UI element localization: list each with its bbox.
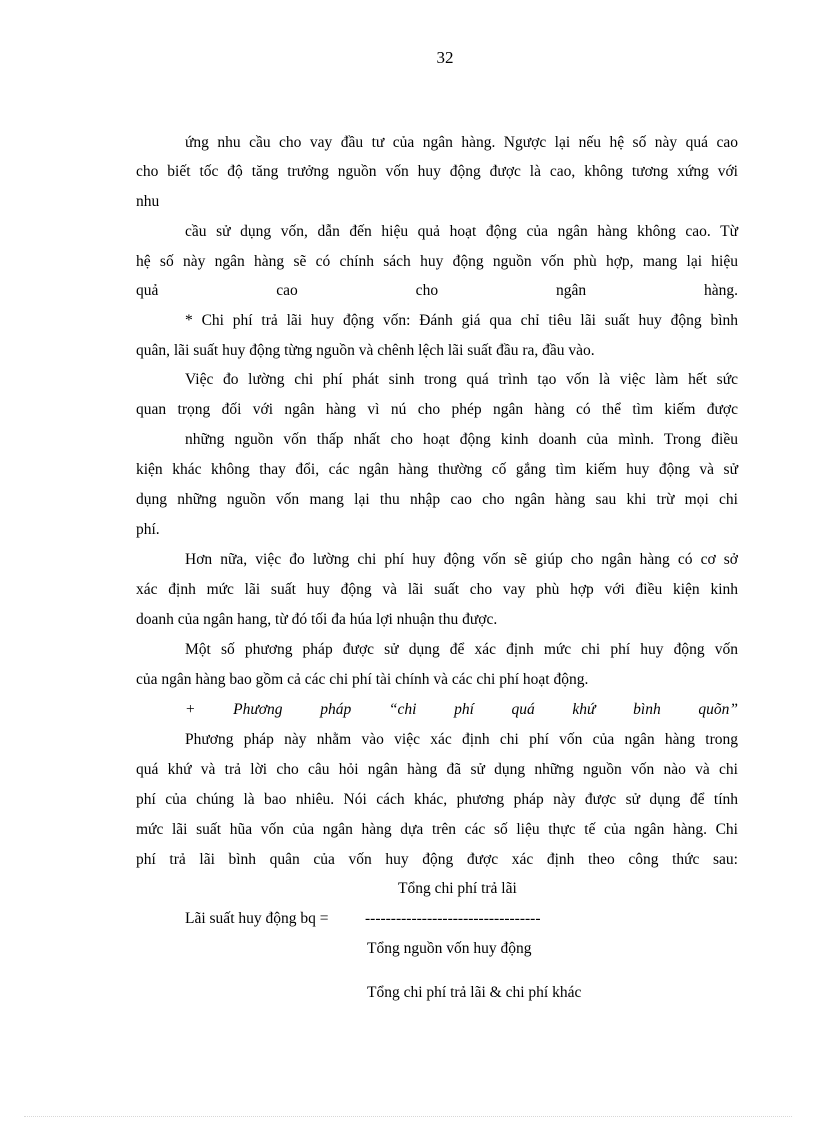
body-line: ứng nhu cầu cho vay đầu tư của ngân hàng. Ngược lại nếu hệ số này quá cao — [185, 134, 738, 151]
formula-next-numerator: Tổng chi phí trả lãi & chi phí khác — [367, 984, 582, 1001]
body-line: * Chi phí trả lãi huy động vốn: Đánh giá qua chỉ tiêu lãi suất huy động bình — [185, 312, 738, 329]
body-line: mức lãi suất hũa vốn của ngân hàng dựa trên các số liệu thực tế của ngân hàng. Chi — [136, 821, 738, 838]
body-line: phí. — [136, 521, 160, 538]
body-line: phí của chúng là bao nhiêu. Nói cách khác, phương pháp này được sử dụng để tính — [136, 791, 738, 808]
formula-label: Lãi suất huy động bq = — [185, 910, 329, 927]
body-line: Hơn nữa, việc đo lường chi phí huy động vốn sẽ giúp cho ngân hàng có cơ sở — [185, 551, 738, 568]
body-line: phí trả lãi bình quân của vốn huy động được xác định theo công thức sau: — [136, 851, 738, 868]
body-line: quân, lãi suất huy động từng nguồn và chênh lệch lãi suất đầu ra, đầu vào. — [136, 342, 595, 359]
page-number: 32 — [436, 48, 454, 67]
body-line: Một số phương pháp được sử dụng để xác định mức chi phí huy động vốn — [185, 641, 738, 658]
formula-fraction-bar: ---------------------------------- — [365, 910, 541, 927]
body-line: của ngân hàng bao gồm cả các chi phí tài chính và các chi phí hoạt động. — [136, 671, 589, 688]
body-line: hệ số này ngân hàng sẽ có chính sách huy động nguồn vốn phù hợp, mang lại hiệu — [136, 253, 738, 270]
method-heading: + Phương pháp “chi phí quá khứ bình quõn” — [185, 701, 738, 718]
body-line: Việc đo lường chi phí phát sinh trong quá trình tạo vốn là việc làm hết sức — [185, 371, 738, 388]
formula-numerator: Tổng chi phí trả lãi — [398, 880, 517, 897]
body-line: nhu — [136, 193, 160, 210]
body-line: những nguồn vốn thấp nhất cho hoạt động kinh doanh của mình. Trong điều — [185, 431, 738, 448]
body-line: quá khứ và trả lời cho câu hỏi ngân hàng đã sử dụng những nguồn vốn nào và chi — [136, 761, 738, 778]
body-line: cầu sử dụng vốn, dẫn đến hiệu quả hoạt động của ngân hàng không cao. Từ — [185, 223, 738, 240]
formula-denominator: Tổng nguồn vốn huy động — [367, 940, 532, 957]
page-bottom-rule — [24, 1116, 792, 1117]
body-line: Phương pháp này nhằm vào việc xác định chi phí vốn của ngân hàng trong — [185, 731, 738, 748]
body-line: dụng những nguồn vốn mang lại thu nhập cao cho ngân hàng sau khi trừ mọi chi — [136, 491, 738, 508]
body-line: quả cao cho ngân hàng. — [136, 282, 738, 299]
body-line: quan trọng đối với ngân hàng vì nú cho phép ngân hàng có thể tìm kiếm được — [136, 401, 738, 418]
body-line: xác định mức lãi suất huy động và lãi suất cho vay phù hợp với điều kiện kinh — [136, 581, 738, 598]
body-line: doanh của ngân hang, từ đó tối đa húa lợi nhuận thu được. — [136, 611, 498, 628]
body-line: kiện khác không thay đổi, các ngân hàng thường cố gắng tìm kiếm huy động và sử — [136, 461, 738, 478]
body-line: cho biết tốc độ tăng trưởng nguồn vốn huy động được là cao, không tương xứng với — [136, 163, 738, 180]
